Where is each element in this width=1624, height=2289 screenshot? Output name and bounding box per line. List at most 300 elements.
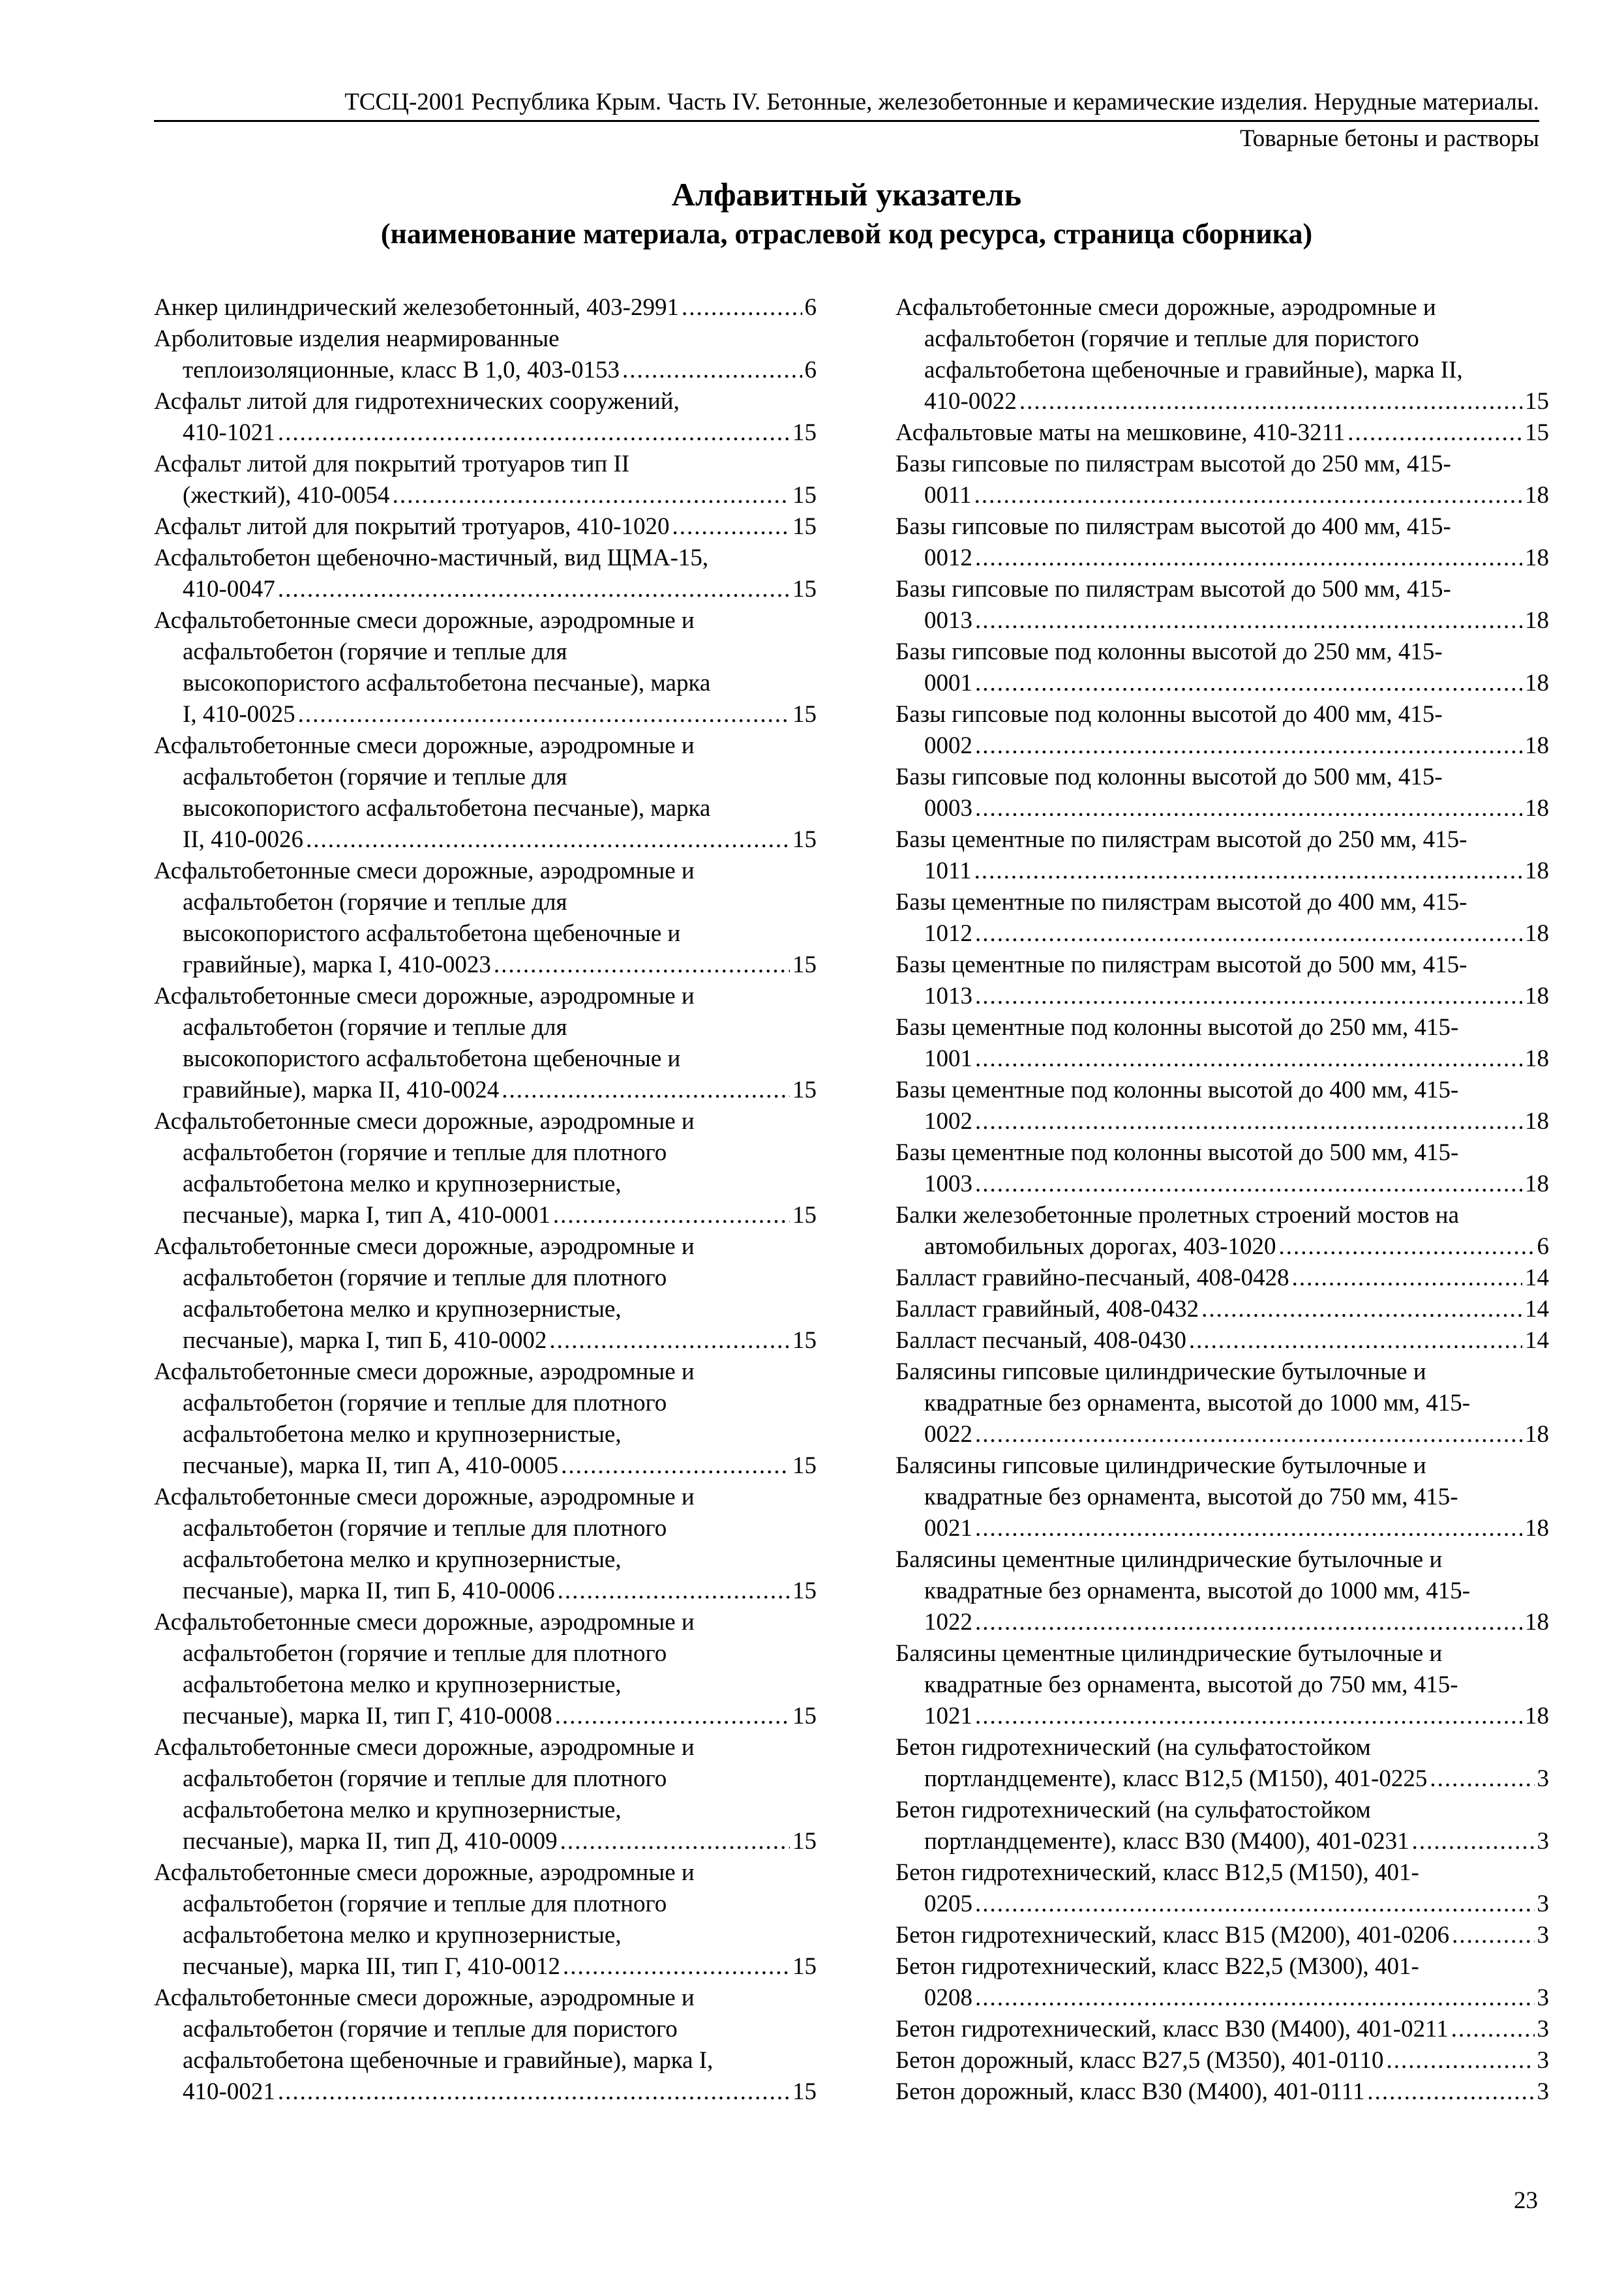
index-entry-page: 15 [792,419,817,446]
index-entry [154,449,817,511]
index-entry-page: 18 [1525,1515,1549,1542]
index-entry-page: 18 [1525,1171,1549,1197]
index-entry-leader-line [895,730,1549,762]
dot-leader [1451,2014,1535,2045]
index-entry-page: 18 [1525,670,1549,696]
index-entry-leader-line [154,2076,817,2108]
index-entry-text: 1021 [924,1703,972,1729]
index-entry-leader-line [154,699,817,730]
index-entry-leader-line [895,1419,1549,1450]
index-entry-page: 18 [1525,920,1549,947]
dot-leader [494,950,790,981]
index-entry-page: 3 [1537,1828,1549,1855]
index-entry-leader-line [895,2076,1549,2108]
index-entry-page: 15 [792,1077,817,1103]
index-entry-leader-line [154,824,817,856]
index-entry-line: Асфальтобетонные смеси дорожные, аэродромные и [154,1108,695,1135]
index-entry-text: Бетон дорожный, класс В27,5 (М350), 401-0110 [895,2047,1384,2074]
index-entry-text: 1022 [924,1609,972,1636]
index-entry-leader-line [895,1106,1549,1137]
index-entry [154,856,817,981]
index-entry-line: асфальтобетона мелко и крупнозернистые, [183,1546,622,1573]
index-entry-line: Асфальтобетонные смеси дорожные, аэродромные и [154,732,695,759]
index-entry-leader-line [154,1200,817,1231]
index-entry [895,1294,1549,1325]
index-entry-line: Асфальтобетонные смеси дорожные, аэродромные и [154,1358,695,1385]
dot-leader [975,1169,1522,1200]
index-entry-text: I, 410-0025 [183,701,295,728]
dot-leader [393,480,790,511]
index-entry [154,323,817,386]
index-entry-leader-line [154,1951,817,1982]
index-entry-page: 15 [792,1828,817,1855]
dot-leader [298,699,790,730]
index-entry-text: Бетон гидротехнический, класс В15 (М200), 401-0206 [895,1922,1450,1949]
index-entry-line: асфальтобетон (горячие и теплые для плотного [183,1640,667,1667]
index-entry-leader-line [895,1513,1549,1544]
index-entry [154,511,817,543]
dot-leader [682,292,802,323]
index-entry-leader-line [154,1325,817,1356]
dot-leader [278,2076,790,2108]
index-entry [895,1356,1549,1450]
header-section-title: Товарные бетоны и растворы [1239,125,1539,152]
index-entry-text: Бетон дорожный, класс В30 (М400), 401-0111 [895,2078,1365,2105]
dot-leader [1386,2045,1534,2076]
index-entry-page: 18 [1525,1703,1549,1729]
index-entry-page: 15 [792,1703,817,1729]
dot-leader [563,1951,790,1982]
index-entry-page: 18 [1525,545,1549,571]
index-entry-text: 410-0047 [183,576,275,603]
index-entry-page: 18 [1525,983,1549,1010]
index-entry-page: 15 [792,1452,817,1479]
index-entry-page: 3 [1537,1922,1549,1949]
index-entry-page: 6 [804,357,817,383]
index-entry-page: 18 [1525,1609,1549,1636]
index-entry-line: Асфальтобетонные смеси дорожные, аэродромные и [154,1484,695,1510]
index-entry-line: асфальтобетона щебеночные и гравийные), марка I, [183,2047,714,2074]
index-entry-line: Асфальтобетонные смеси дорожные, аэродромные и [154,1609,695,1636]
index-entry-line: Арболитовые изделия неармированные [154,325,560,352]
index-entry-line: асфальтобетон (горячие и теплые для плотного [183,1515,667,1542]
index-entry-line: Бетон гидротехнический (на сульфатостойком [895,1734,1371,1761]
index-entry-line: Асфальт литой для покрытий тротуаров тип II [154,451,630,477]
index-entry-line: Базы гипсовые под колонны высотой до 400 мм, 415- [895,701,1443,728]
index-entry-page: 15 [792,951,817,978]
dot-leader [278,574,790,605]
dot-leader [975,543,1522,574]
index-entry [895,699,1549,762]
dot-leader [558,1576,790,1607]
index-entry [895,2014,1549,2045]
dot-leader [549,1325,790,1356]
header-collection-title: ТССЦ-2001 Республика Крым. Часть IV. Бетонные, железобетонные и керамические изделия. Нерудные материалы. [154,87,1539,122]
index-entry-leader-line [895,981,1549,1012]
index-entry-line: Балясины цементные цилиндрические бутылочные и [895,1546,1443,1573]
index-entry-leader-line [895,1826,1549,1857]
index-entry-page: 6 [804,294,817,321]
index-entry-leader-line [895,1701,1549,1732]
dot-leader [975,1513,1522,1544]
index-entry-page: 3 [1537,1765,1549,1792]
index-entry-line: асфальтобетон (горячие и теплые для плотного [183,1765,667,1792]
index-entry-text: 1002 [924,1108,972,1135]
index-entry-line: Асфальтобетонные смеси дорожные, аэродромные и [154,1734,695,1761]
index-entry-text: песчаные), марка II, тип Д, 410-0009 [183,1828,558,1855]
index-entry [895,2076,1549,2108]
index-entry-leader-line [154,1075,817,1106]
index-entry-text: гравийные), марка I, 410-0023 [183,951,491,978]
index-entry-line: высокопористого асфальтобетона песчаные), марка [183,670,711,696]
index-entry-leader-line [895,1043,1549,1075]
index-entry-line: асфальтобетона мелко и крупнозернистые, [183,1797,622,1823]
index-entry-text: автомобильных дорогах, 403-1020 [924,1233,1276,1260]
index-entry-text: 0001 [924,670,972,696]
index-entry [154,1857,817,1982]
dot-leader [975,605,1522,636]
index-entry-page: 15 [792,1327,817,1354]
index-entry-text: Анкер цилиндрический железобетонный, 403-2991 [154,294,680,321]
index-entry-line: асфальтобетон (горячие и теплые для [183,1014,567,1041]
index-entry-line: асфальтобетон (горячие и теплые для плотного [183,1891,667,1917]
index-entry-line: Базы цементные по пилястрам высотой до 400 мм, 415- [895,889,1467,916]
index-entry-leader-line [895,386,1549,417]
index-entry-leader-line [154,574,817,605]
dot-leader [975,730,1522,762]
index-entry-page: 14 [1525,1264,1549,1291]
dot-leader [672,511,790,543]
index-entry-leader-line [895,1607,1549,1638]
index-entry-text: 0013 [924,607,972,634]
index-entry [895,950,1549,1012]
index-entry-line: Базы гипсовые под колонны высотой до 250 мм, 415- [895,638,1443,665]
index-entry [895,449,1549,511]
index-entry-text: 1003 [924,1171,972,1197]
index-entry-text: 0011 [924,482,972,509]
index-entry-text: 0022 [924,1421,972,1448]
index-entry-line: квадратные без орнамента, высотой до 1000 мм, 415- [924,1390,1471,1416]
index-entry [895,1450,1549,1544]
index-entry-line: асфальтобетона мелко и крупнозернистые, [183,1922,622,1949]
index-entry-line: асфальтобетона мелко и крупнозернистые, [183,1421,622,1448]
index-entry-line: Асфальтобетонные смеси дорожные, аэродромные и [154,1984,695,2011]
index-entry-leader-line [154,417,817,449]
dot-leader [974,856,1522,887]
index-entry [895,1200,1549,1263]
dot-leader [1019,386,1522,417]
index-entry-leader-line [895,2045,1549,2076]
dot-leader [1367,2076,1534,2108]
index-entry [895,1137,1549,1200]
index-entry-text: Балласт гравийный, 408-0432 [895,1296,1199,1323]
dot-leader [1412,1826,1535,1857]
index-entry-leader-line [895,1325,1549,1356]
dot-leader [278,417,790,449]
index-entry-page: 15 [792,1953,817,1980]
index-entry-leader-line [895,543,1549,574]
index-entry-text: портландцементе), класс В12,5 (М150), 401-0225 [924,1765,1428,1792]
index-entry [895,1012,1549,1075]
index-entry [895,574,1549,636]
index-entry-text: песчаные), марка II, тип Г, 410-0008 [183,1703,552,1729]
dot-leader [975,918,1522,950]
index-entry-line: асфальтобетон (горячие и теплые для пористого [924,325,1419,352]
dot-leader [560,1826,790,1857]
index-entry-text: портландцементе), класс В30 (М400), 401-0231 [924,1828,1409,1855]
index-entry-text: песчаные), марка II, тип А, 410-0005 [183,1452,559,1479]
dot-leader [1430,1763,1534,1795]
index-entry-line: Бетон гидротехнический, класс В12,5 (М150), 401- [895,1859,1419,1886]
index-entry [895,636,1549,699]
index-entry-text: 410-0021 [183,2078,275,2105]
index-entry-page: 15 [792,826,817,853]
index-entry [154,1231,817,1356]
index-entry-line: квадратные без орнамента, высотой до 750 мм, 415- [924,1671,1458,1698]
index-entry-page: 18 [1525,1108,1549,1135]
index-entry [895,1638,1549,1732]
dot-leader [975,1419,1522,1450]
index-entry-text: 1013 [924,983,972,1010]
index-entry-line: Асфальтобетонные смеси дорожные, аэродромные и [154,1859,695,1886]
index-entry-text: песчаные), марка I, тип А, 410-0001 [183,1202,550,1229]
index-entry-line: Балки железобетонные пролетных строений мостов на [895,1202,1460,1229]
index-entry-text: песчаные), марка II, тип Б, 410-0006 [183,1578,555,1604]
index-entry [895,511,1549,574]
index-entry-line: асфальтобетон (горячие и теплые для [183,638,567,665]
index-entry-leader-line [154,1576,817,1607]
index-entry-line: высокопористого асфальтобетона щебеночные и [183,1045,681,1072]
index-entry [154,1482,817,1607]
index-entry-line: Базы цементные под колонны высотой до 400 мм, 415- [895,1077,1459,1103]
index-entry-line: Базы цементные под колонны высотой до 500 мм, 415- [895,1139,1459,1166]
index-entry-leader-line [154,480,817,511]
index-entry-text: Асфальт литой для покрытий тротуаров, 410-1020 [154,513,670,540]
page-title: Алфавитный указатель [671,176,1022,213]
index-entry [154,292,817,323]
index-entry-leader-line [895,793,1549,824]
index-entry-line: Базы цементные по пилястрам высотой до 250 мм, 415- [895,826,1467,853]
index-entry-line: асфальтобетона щебеночные и гравийные), марка II, [924,357,1463,383]
index-entry-page: 15 [792,1202,817,1229]
dot-leader [1292,1263,1522,1294]
dot-leader [1278,1231,1534,1263]
index-entry-leader-line [895,1263,1549,1294]
index-entry [154,543,817,605]
index-entry-leader-line [154,1826,817,1857]
index-entry-leader-line [895,1982,1549,2014]
dot-leader [975,981,1522,1012]
dot-leader [975,1982,1535,2014]
index-entry-line: Базы гипсовые по пилястрам высотой до 400 мм, 415- [895,513,1451,540]
dot-leader [1452,1920,1534,1951]
index-entry [895,762,1549,824]
dot-leader [974,480,1522,511]
dot-leader [1347,417,1522,449]
index-entry-line: асфальтобетон (горячие и теплые для [183,764,567,790]
index-entry-line: асфальтобетон (горячие и теплые для плотного [183,1390,667,1416]
index-entry [154,605,817,730]
index-entry-leader-line [895,668,1549,699]
index-entry-page: 15 [1525,419,1549,446]
index-entry-line: Асфальтобетонные смеси дорожные, аэродромные и [154,858,695,884]
index-entry-page: 3 [1537,1984,1549,2011]
index-entry [895,417,1549,449]
index-entry-page: 18 [1525,607,1549,634]
index-entry [154,1356,817,1482]
index-entry-page: 18 [1525,1045,1549,1072]
index-entry-text: гравийные), марка II, 410-0024 [183,1077,500,1103]
index-column-right [895,292,1549,2108]
index-entry-text: (жесткий), 410-0054 [183,482,390,509]
index-entry-line: Балясины гипсовые цилиндрические бутылочные и [895,1358,1426,1385]
index-entry-page: 3 [1537,2047,1549,2074]
index-entry-line: асфальтобетона мелко и крупнозернистые, [183,1671,622,1698]
index-entry-line: Асфальтобетонные смеси дорожные, аэродромные и [154,607,695,634]
index-entry [895,1263,1549,1294]
index-entry-text: Балласт гравийно-песчаный, 408-0428 [895,1264,1289,1291]
index-entry-page: 15 [1525,388,1549,415]
dot-leader [561,1450,790,1482]
dot-leader [622,355,802,386]
index-entry [895,1544,1549,1638]
index-entry-line: Асфальтобетон щебеночно-мастичный, вид ЩМА-15, [154,545,709,571]
dot-leader [502,1075,790,1106]
index-entry-text: Балласт песчаный, 408-0430 [895,1327,1186,1354]
index-entry-page: 18 [1525,795,1549,822]
index-entry-line: асфальтобетона мелко и крупнозернистые, [183,1171,622,1197]
index-entry-page: 14 [1525,1296,1549,1323]
index-entry [154,1607,817,1732]
index-entry-page: 18 [1525,732,1549,759]
index-entry-leader-line [154,511,817,543]
index-entry-line: асфальтобетон (горячие и теплые для пористого [183,2016,678,2042]
index-entry-line: Базы цементные под колонны высотой до 250 мм, 415- [895,1014,1459,1041]
index-entry-text: 0003 [924,795,972,822]
index-entry-page: 3 [1537,2078,1549,2105]
index-entry-page: 18 [1525,858,1549,884]
index-entry [895,1732,1549,1795]
index-entry-leader-line [154,1701,817,1732]
index-entry-page: 18 [1525,1421,1549,1448]
index-entry [154,386,817,449]
dot-leader [1201,1294,1522,1325]
index-entry-page: 6 [1537,1233,1549,1260]
index-entry-line: Базы гипсовые по пилястрам высотой до 250 мм, 415- [895,451,1451,477]
index-entry-line: высокопористого асфальтобетона щебеночные и [183,920,681,947]
index-entry-page: 18 [1525,482,1549,509]
index-entry [895,1920,1549,1951]
index-entry-line: Асфальтобетонные смеси дорожные, аэродромные и [895,294,1436,321]
index-entry-text: 0021 [924,1515,972,1542]
index-entry-page: 15 [792,701,817,728]
index-entry [895,1325,1549,1356]
index-entry [154,981,817,1106]
index-entry-text: 0208 [924,1984,972,2011]
index-entry-line: асфальтобетон (горячие и теплые для плотного [183,1264,667,1291]
index-entry-line: асфальтобетона мелко и крупнозернистые, [183,1296,622,1323]
index-column-left [154,292,817,2108]
index-entry-text: II, 410-0026 [183,826,303,853]
index-entry-text: теплоизоляционные, класс В 1,0, 403-0153 [183,357,620,383]
index-entry-leader-line [154,950,817,981]
index-entry-leader-line [895,417,1549,449]
index-entry-text: 0002 [924,732,972,759]
index-entry-line: Балясины цементные цилиндрические бутылочные и [895,1640,1443,1667]
dot-leader [975,793,1522,824]
index-entry-page: 15 [792,576,817,603]
index-entry-line: высокопористого асфальтобетона песчаные), марка [183,795,711,822]
index-entry-leader-line [895,918,1549,950]
index-entry [895,824,1549,887]
index-entry-page: 14 [1525,1327,1549,1354]
dot-leader [975,668,1522,699]
index-entry-page: 15 [792,1578,817,1604]
index-entry-leader-line [895,1920,1549,1951]
index-entry-leader-line [895,2014,1549,2045]
index-entry-line: Базы цементные по пилястрам высотой до 500 мм, 415- [895,951,1467,978]
index-entry-text: песчаные), марка III, тип Г, 410-0012 [183,1953,560,1980]
index-entry [154,730,817,856]
index-entry [154,1982,817,2108]
index-entry-line: Асфальтобетонные смеси дорожные, аэродромные и [154,983,695,1010]
index-entry-leader-line [895,605,1549,636]
index-entry-line: Базы гипсовые по пилястрам высотой до 500 мм, 415- [895,576,1451,603]
index-entry-leader-line [154,292,817,323]
index-entry-text: 410-0022 [924,388,1017,415]
index-entry-page: 15 [792,2078,817,2105]
index-entry-text: 1001 [924,1045,972,1072]
index-entry-text: 410-1021 [183,419,275,446]
index-entry-leader-line [895,1294,1549,1325]
index-entry-line: Бетон гидротехнический (на сульфатостойком [895,1797,1371,1823]
index-entry-leader-line [895,1169,1549,1200]
index-title-block [154,173,1539,253]
index-entry-page: 3 [1537,1891,1549,1917]
index-entry-leader-line [154,1450,817,1482]
index-entry-leader-line [895,856,1549,887]
index-entry-leader-line [154,355,817,386]
dot-leader [975,1889,1535,1920]
index-entry-leader-line [895,480,1549,511]
running-header [154,87,1539,156]
dot-leader [975,1607,1522,1638]
dot-leader [1189,1325,1522,1356]
dot-leader [975,1701,1522,1732]
dot-leader [555,1701,790,1732]
index-entry [895,1857,1549,1920]
index-entry [895,1951,1549,2014]
index-entry [895,887,1549,950]
dot-leader [553,1200,790,1231]
dot-leader [975,1106,1522,1137]
index-entry [895,1075,1549,1137]
index-entry-text: песчаные), марка I, тип Б, 410-0002 [183,1327,547,1354]
dot-leader [306,824,790,856]
index-entry [154,1732,817,1857]
index-entry-line: Асфальтобетонные смеси дорожные, аэродромные и [154,1233,695,1260]
index-entry-line: асфальтобетон (горячие и теплые для [183,889,567,916]
page-number: 23 [1514,2187,1538,2214]
index-entry-text: Бетон гидротехнический, класс В30 (М400), 401-0211 [895,2016,1449,2042]
index-entry-leader-line [895,1231,1549,1263]
index-entry [895,1795,1549,1857]
index-entry-text: 1012 [924,920,972,947]
index-entry-page: 15 [792,482,817,509]
index-entry-leader-line [895,1763,1549,1795]
index-entry-text: 1011 [924,858,972,884]
index-entry-text: Асфальтовые маты на мешковине, 410-3211 [895,419,1346,446]
